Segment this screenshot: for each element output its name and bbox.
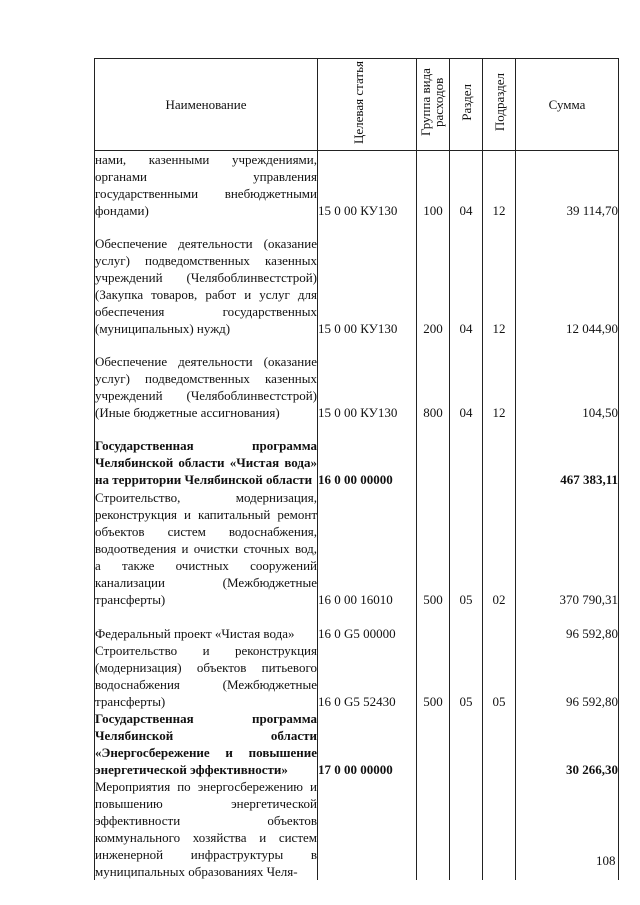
row-name: Обеспечение деятельности (оказание услуг) подведомственных казенных учреждений (Челябоблинвестстрой) (Иные бюджетные ассигнования)	[95, 337, 318, 421]
row-sum: 96 592,80	[516, 642, 619, 710]
header-section: Раздел	[450, 59, 483, 151]
row-subsection: 12	[483, 337, 516, 421]
row-subsection: 02	[483, 488, 516, 608]
table-row	[95, 488, 619, 608]
row-code: 17 0 00 00000	[318, 710, 417, 778]
row-code: 15 0 00 КУ130	[318, 151, 417, 220]
row-group: 200	[417, 219, 450, 337]
row-section: 05	[450, 642, 483, 710]
row-code: 16 0 G5 00000	[318, 608, 417, 642]
row-code: 15 0 00 КУ130	[318, 337, 417, 421]
row-name: Государственная программа Челябинской области «Чистая вода» на территории Челябинской области	[95, 421, 318, 488]
row-name: Строительство, модернизация, реконструкция и капитальный ремонт объектов систем водоснабжения, водоотведения и очистки сточных вод, а также очистных сооружений канализации (Межбюджетные трансферты)	[95, 490, 317, 607]
table-row	[95, 421, 619, 488]
row-sum: 30 266,30	[516, 710, 619, 778]
row-group	[417, 710, 450, 778]
row-group	[417, 421, 450, 488]
row-code: 16 0 G5 52430	[318, 642, 417, 710]
row-sum: 12 044,90	[516, 219, 619, 337]
table-row	[95, 778, 619, 880]
header-name: Наименование	[95, 59, 318, 151]
row-group: 800	[417, 337, 450, 421]
row-section: 04	[450, 337, 483, 421]
row-name: Мероприятия по энергосбережению и повышению энергетической эффективности объектов коммунального хозяйства и систем инженерной инфраструктуры в муниципальных образованиях Челя-	[95, 779, 317, 879]
row-group: 100	[417, 151, 450, 220]
row-subsection: 05	[483, 642, 516, 710]
row-section	[450, 421, 483, 488]
row-subsection	[483, 421, 516, 488]
row-subsection	[483, 710, 516, 778]
row-subsection: 12	[483, 219, 516, 337]
row-name: нами, казенными учреждениями, органами управления государственными внебюджетными фондами)	[95, 152, 317, 218]
header-subsection: Подраздел	[483, 59, 516, 151]
table-row	[95, 219, 619, 337]
row-sum: 467 383,11	[516, 421, 619, 488]
row-name: Федеральный проект «Чистая вода»	[95, 608, 318, 642]
row-sum: 104,50	[516, 337, 619, 421]
row-sum: 96 592,80	[516, 608, 619, 642]
table-row	[95, 151, 619, 220]
budget-table	[94, 58, 619, 880]
row-code: 16 0 00 16010	[318, 488, 417, 608]
row-subsection	[483, 778, 516, 880]
row-group: 500	[417, 488, 450, 608]
row-sum: 39 114,70	[516, 151, 619, 220]
table-header-row	[95, 59, 619, 151]
header-target: Целевая статья	[318, 59, 417, 151]
row-sum: 370 790,31	[516, 488, 619, 608]
row-name: Обеспечение деятельности (оказание услуг) подведомственных казенных учреждений (Челябоблинвестстрой) (Закупка товаров, работ и услуг для обеспечения государственных (муниципальных) нужд)	[95, 219, 318, 337]
row-code: 15 0 00 КУ130	[318, 219, 417, 337]
page-number: 108	[596, 853, 616, 868]
row-section	[450, 608, 483, 642]
row-group: 500	[417, 642, 450, 710]
table-row	[95, 642, 619, 710]
row-section: 04	[450, 151, 483, 220]
row-section: 04	[450, 219, 483, 337]
header-group: Группа вида расходов	[417, 59, 450, 151]
table-row	[95, 608, 619, 642]
row-section: 05	[450, 488, 483, 608]
row-name: Строительство и реконструкция (модернизация) объектов питьевого водоснабжения (Межбюджетные трансферты)	[95, 643, 317, 709]
row-subsection: 12	[483, 151, 516, 220]
table-row	[95, 710, 619, 778]
row-code	[318, 778, 417, 880]
row-name: Государственная программа Челябинской области «Энергосбережение и повышение энергетической эффективности»	[95, 711, 317, 777]
row-subsection	[483, 608, 516, 642]
row-section	[450, 778, 483, 880]
row-section	[450, 710, 483, 778]
header-sum: Сумма	[516, 59, 619, 151]
row-group	[417, 778, 450, 880]
row-code: 16 0 00 00000	[318, 421, 417, 488]
row-group	[417, 608, 450, 642]
table-row	[95, 337, 619, 421]
